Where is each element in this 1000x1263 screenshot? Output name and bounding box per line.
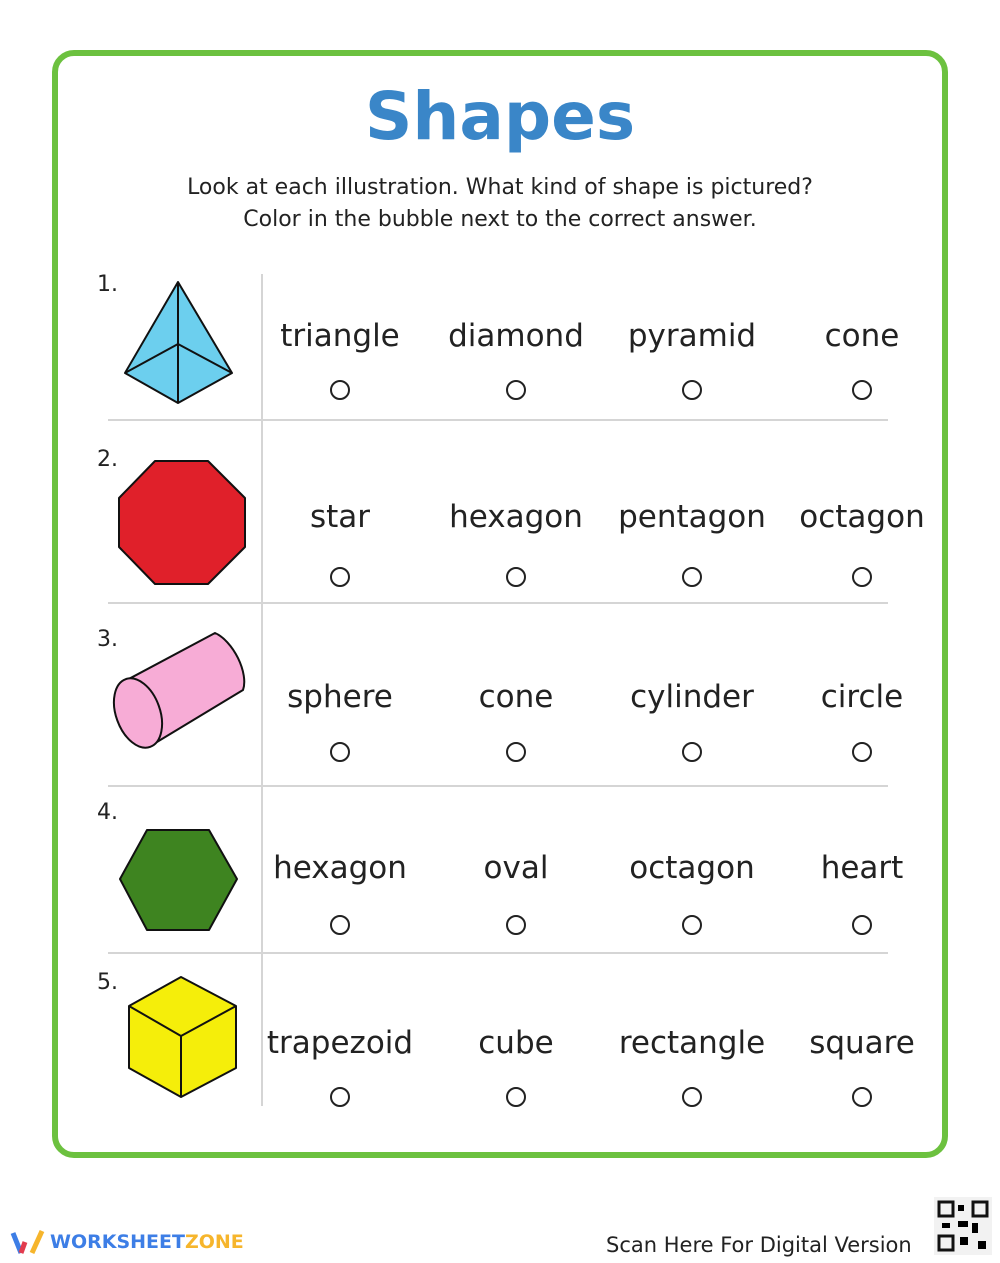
answer-option-label: octagon	[629, 850, 755, 886]
answer-bubble[interactable]	[330, 380, 350, 400]
question-number: 3.	[97, 627, 118, 652]
answer-bubble[interactable]	[682, 742, 702, 762]
answer-option-label: cube	[478, 1025, 554, 1061]
answer-option-label: cylinder	[630, 679, 754, 715]
answer-option-label: octagon	[799, 499, 925, 535]
answer-bubble[interactable]	[682, 567, 702, 587]
octagon-shape	[119, 461, 245, 584]
question-number: 5.	[97, 970, 118, 995]
answer-bubble[interactable]	[330, 742, 350, 762]
brand-zone: ZONE	[184, 1231, 244, 1253]
answer-option-label: triangle	[280, 318, 400, 354]
answer-bubble[interactable]	[852, 380, 872, 400]
qr-code[interactable]	[934, 1197, 992, 1255]
page-title: Shapes	[364, 78, 636, 155]
answer-option-label: circle	[820, 679, 904, 715]
worksheetzone-logo	[10, 1228, 244, 1256]
answer-bubble[interactable]	[506, 1087, 526, 1107]
scan-text: Scan Here For Digital Version	[606, 1233, 912, 1257]
instruction-line: Color in the bubble next to the correct answer.	[243, 207, 757, 232]
answer-option-label: star	[309, 499, 371, 535]
question-number: 1.	[97, 272, 118, 297]
answer-option-label: pentagon	[618, 499, 766, 535]
answer-option-label: hexagon	[449, 499, 583, 535]
answer-bubble[interactable]	[682, 380, 702, 400]
answer-bubble[interactable]	[330, 567, 350, 587]
pyramid-shape	[125, 282, 232, 403]
answer-bubble[interactable]	[852, 567, 872, 587]
answer-bubble[interactable]	[682, 915, 702, 935]
answer-bubble[interactable]	[330, 915, 350, 935]
cylinder-shape	[105, 633, 244, 754]
answer-option-label: pyramid	[627, 318, 757, 354]
answer-bubble[interactable]	[506, 380, 526, 400]
answer-option-label: hexagon	[273, 850, 407, 886]
answer-bubble[interactable]	[506, 915, 526, 935]
answer-option-label: sphere	[287, 679, 393, 715]
logo-icon	[10, 1228, 46, 1256]
brand-worksheet: WORKSHEET	[50, 1231, 185, 1253]
answer-bubble[interactable]	[852, 915, 872, 935]
answer-option-label: trapezoid	[266, 1025, 414, 1061]
answer-bubble[interactable]	[330, 1087, 350, 1107]
answer-bubble[interactable]	[852, 742, 872, 762]
instruction-line: Look at each illustration. What kind of shape is pictured?	[187, 175, 813, 200]
hexagon-shape	[120, 830, 237, 930]
answer-option-label: oval	[483, 850, 549, 886]
answer-bubble[interactable]	[506, 567, 526, 587]
question-number: 2.	[97, 447, 118, 472]
answer-bubble[interactable]	[506, 742, 526, 762]
cube-shape	[129, 977, 236, 1097]
answer-option-label: rectangle	[618, 1025, 766, 1061]
answer-option-label: heart	[820, 850, 904, 886]
question-number: 4.	[97, 800, 118, 825]
answer-option-label: diamond	[448, 318, 584, 354]
answer-bubble[interactable]	[682, 1087, 702, 1107]
answer-bubble[interactable]	[852, 1087, 872, 1107]
answer-option-label: square	[809, 1025, 915, 1061]
answer-option-label: cone	[478, 679, 554, 715]
answer-option-label: cone	[824, 318, 900, 354]
